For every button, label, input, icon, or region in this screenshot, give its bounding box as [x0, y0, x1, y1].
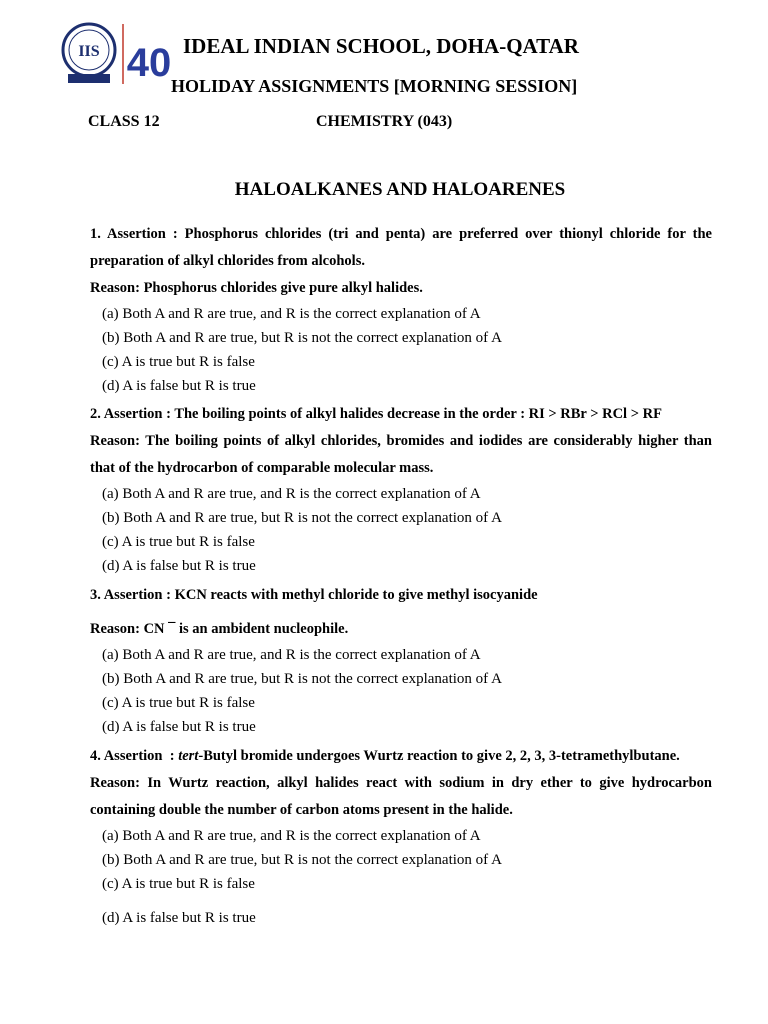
- assertion-line: [90, 743, 712, 770]
- option-c: (c) A is true but R is false: [102, 876, 255, 892]
- anniversary-logo: [121, 24, 171, 84]
- reason-line: containing double the number of carbon atoms present in the halide.: [90, 802, 513, 818]
- reason-line: that of the hydrocarbon of comparable molecular mass.: [90, 460, 434, 476]
- question-3: [90, 582, 712, 739]
- assertion-line: 3. Assertion : KCN reacts with methyl chloride to give methyl isocyanide: [90, 587, 538, 603]
- option-c: (c) A is true but R is false: [102, 534, 255, 550]
- assertion-prefix: 4. Assertion :: [90, 748, 179, 764]
- option-b: (b) Both A and R are true, but R is not the correct explanation of A: [102, 671, 502, 687]
- assignment-title: HOLIDAY ASSIGNMENTS [MORNING SESSION]: [171, 76, 578, 96]
- option-c: (c) A is true but R is false: [102, 354, 255, 370]
- question-4: [90, 743, 712, 930]
- option-d: (d) A is false but R is true: [102, 719, 256, 735]
- assertion-italic: tert: [178, 748, 199, 764]
- option-b: (b) Both A and R are true, but R is not the correct explanation of A: [102, 510, 502, 526]
- subject-label: CHEMISTRY (043): [316, 113, 453, 130]
- option-b: (b) Both A and R are true, but R is not the correct explanation of A: [102, 852, 502, 868]
- svg-text:IIS: IIS: [78, 43, 100, 60]
- school-name: IDEAL INDIAN SCHOOL, DOHA-QATAR: [183, 34, 579, 58]
- reason-line: Reason: Phosphorus chlorides give pure alkyl halides.: [90, 280, 423, 296]
- option-a: (a) Both A and R are true, and R is the correct explanation of A: [102, 647, 481, 663]
- option-a: (a) Both A and R are true, and R is the correct explanation of A: [102, 486, 481, 502]
- school-logo: [60, 22, 118, 86]
- option-b: (b) Both A and R are true, but R is not the correct explanation of A: [102, 330, 502, 346]
- option-d: (d) A is false but R is true: [102, 378, 256, 394]
- option-c: (c) A is true but R is false: [102, 695, 255, 711]
- reason-line: Reason: CN ¯ is an ambident nucleophile.: [90, 621, 349, 637]
- assertion-rest: -Butyl bromide undergoes Wurtz reaction to give 2, 2, 3, 3-tetramethylbutane.: [198, 748, 680, 764]
- reason-line: Reason: The boiling points of alkyl chlorides, bromides and iodides are considerably higher than: [90, 433, 712, 449]
- question-2: [90, 401, 712, 578]
- assertion-line: preparation of alkyl chlorides from alcohols.: [90, 253, 365, 269]
- option-a: (a) Both A and R are true, and R is the correct explanation of A: [102, 828, 481, 844]
- svg-text:40: 40: [126, 41, 171, 84]
- class-label: CLASS 12: [88, 113, 160, 130]
- topic-title: HALOALKANES AND HALOARENES: [234, 179, 566, 200]
- question-1: [90, 221, 712, 398]
- assertion-line: 2. Assertion : The boiling points of alkyl halides decrease in the order : RI > RBr > RCl > RF: [90, 406, 662, 422]
- assertion-line: 1. Assertion : Phosphorus chlorides (tri and penta) are preferred over thionyl chloride for the: [90, 226, 712, 242]
- option-a: (a) Both A and R are true, and R is the correct explanation of A: [102, 306, 481, 322]
- reason-line: Reason: In Wurtz reaction, alkyl halides react with sodium in dry ether to give hydrocarbon: [90, 775, 712, 791]
- option-d: (d) A is false but R is true: [102, 910, 256, 926]
- option-d: (d) A is false but R is true: [102, 558, 256, 574]
